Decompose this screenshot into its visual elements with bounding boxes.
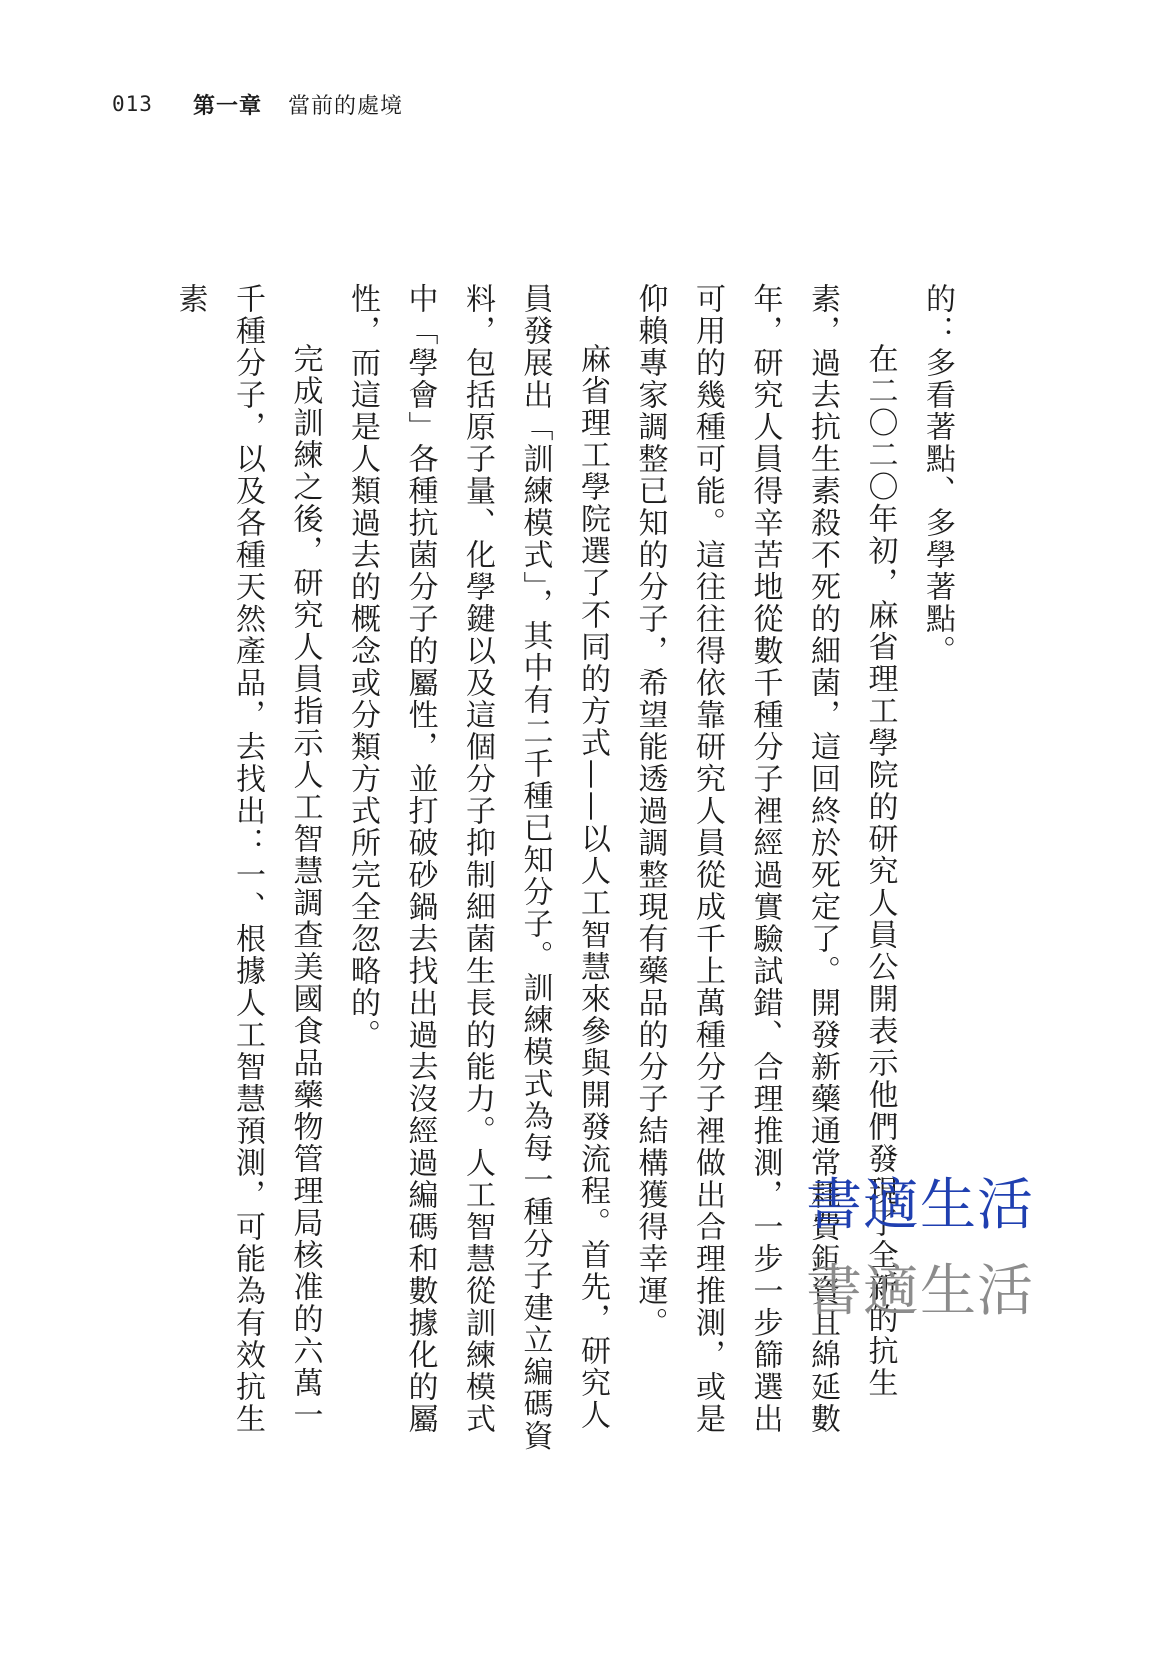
chapter-title: 當前的處境 [287, 93, 403, 119]
paragraph-4: 完成訓練之後，研究人員指示人工智慧調查美國食品藥物管理局核准的六萬一千種分子，以及各種天然產品，去找出：一、根據人工智慧預測，可能為有效抗生素 [172, 283, 323, 1435]
watermark-gray: 書適生活 [806, 1259, 1034, 1324]
watermark-blue: 書適生活 [806, 1173, 1034, 1238]
running-header [112, 86, 403, 122]
page-number: 013 [112, 92, 153, 116]
paragraph-2: 在二〇二〇年初，麻省理工學院的研究人員公開表示他們發現了全新的抗生素，過去抗生素殺不死的細菌，這回終於死定了。開發新藥通常耗費鉅資且綿延數年，研究人員得辛苦地從數千種分子裡經過實驗試錯、合理推測，一步一步篩選出可用的幾種可能。這往往得依靠研究人員從成千上萬種分子裡做出合理推測，或是仰賴專家調整已知的分子，希望能透過調整現有藥品的分子結構獲得幸運。 [632, 283, 898, 1435]
paragraph-3: 麻省理工學院選了不同的方式——以人工智慧來參與開發流程。首先，研究人員發展出「訓練模式」，其中有二千種已知分子。訓練模式為每一種分子建立編碼資料，包括原子量、化學鍵以及這個分子抑制細菌生長的能力。人工智慧從訓練模式中「學會」各種抗菌分子的屬性，並打破砂鍋去找出過去沒經過編碼和數據化的屬性，而這是人類過去的概念或分類方式所完全忽略的。 [345, 283, 610, 1452]
paragraph-1: 的：多看著點、多學著點。 [920, 283, 955, 667]
chapter-label: 第一章 [192, 93, 262, 119]
